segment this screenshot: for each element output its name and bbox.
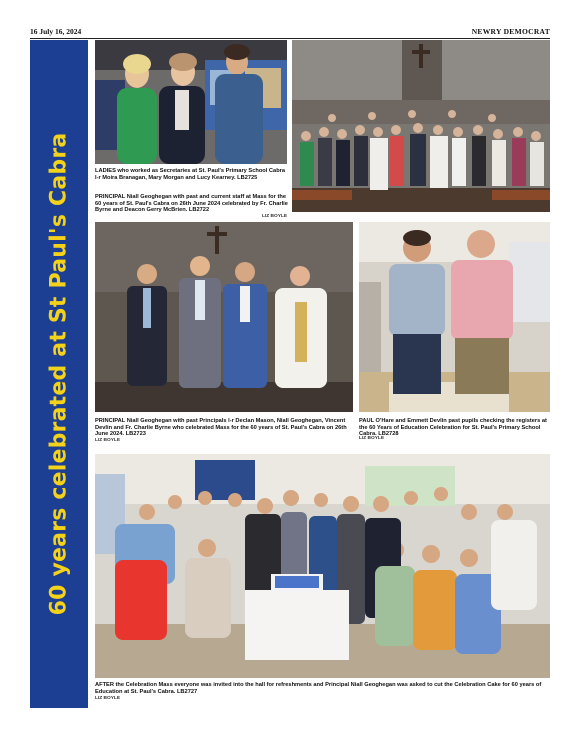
credit-past-pupils: LIZ BOYLE [359, 436, 385, 441]
credit-principals: LIZ BOYLE [95, 438, 121, 443]
page-folio: 16 July 16, 2024 [30, 27, 82, 36]
photo-staff-mass [292, 40, 550, 212]
photo-principals [95, 222, 353, 412]
photo-secretaries [95, 40, 287, 164]
headline: 60 years celebrated at St Paul's Cabra [46, 132, 72, 616]
credit-hall: LIZ BOYLE [95, 696, 121, 701]
side-banner [30, 40, 88, 708]
header-rule [30, 38, 550, 39]
caption-staff: PRINCIPAL Niall Geoghegan with past and current staff at Mass for the 60 years of St. Paul's Cabra on 26th June 2024 celebrated by Fr. Charlie Byrne and Deacon Gerry McBrien. LB2722 [95, 194, 288, 214]
caption-secretaries: LADIES who worked as Secretaries at St. Paul's Primary School Cabra l-r Moira Branagan, Mary Morgan and Lucy Kearney. LB2725 [95, 168, 286, 181]
photo-past-pupils [359, 222, 550, 412]
masthead: NEWRY DEMOCRAT [471, 27, 550, 36]
credit-staff: LIZ BOYLE [262, 214, 288, 219]
photo-hall-cake [95, 454, 550, 678]
caption-hall: AFTER the Celebration Mass everyone was invited into the hall for refreshments and Principal Niall Geoghegan was asked to cut the Celebration Cake for 60 years of Education at St. Paul's Cabra. LB2727 [95, 682, 542, 695]
caption-past-pupils: PAUL O'Hare and Emmett Devlin past pupils checking the registers at the 60 Years of Education Celebration for St. Paul's Primary School Cabra. LB2728 [359, 418, 547, 438]
caption-principals: PRINCIPAL Niall Geoghegan with past Principals l-r Declan Mason, Niall Geoghegan, Vincent Devlin and Fr. Charlie Byrne who celebrated Mass for the 60 years of St. Paul's Cabra on 26th June 2024. LB2723 [95, 418, 347, 438]
